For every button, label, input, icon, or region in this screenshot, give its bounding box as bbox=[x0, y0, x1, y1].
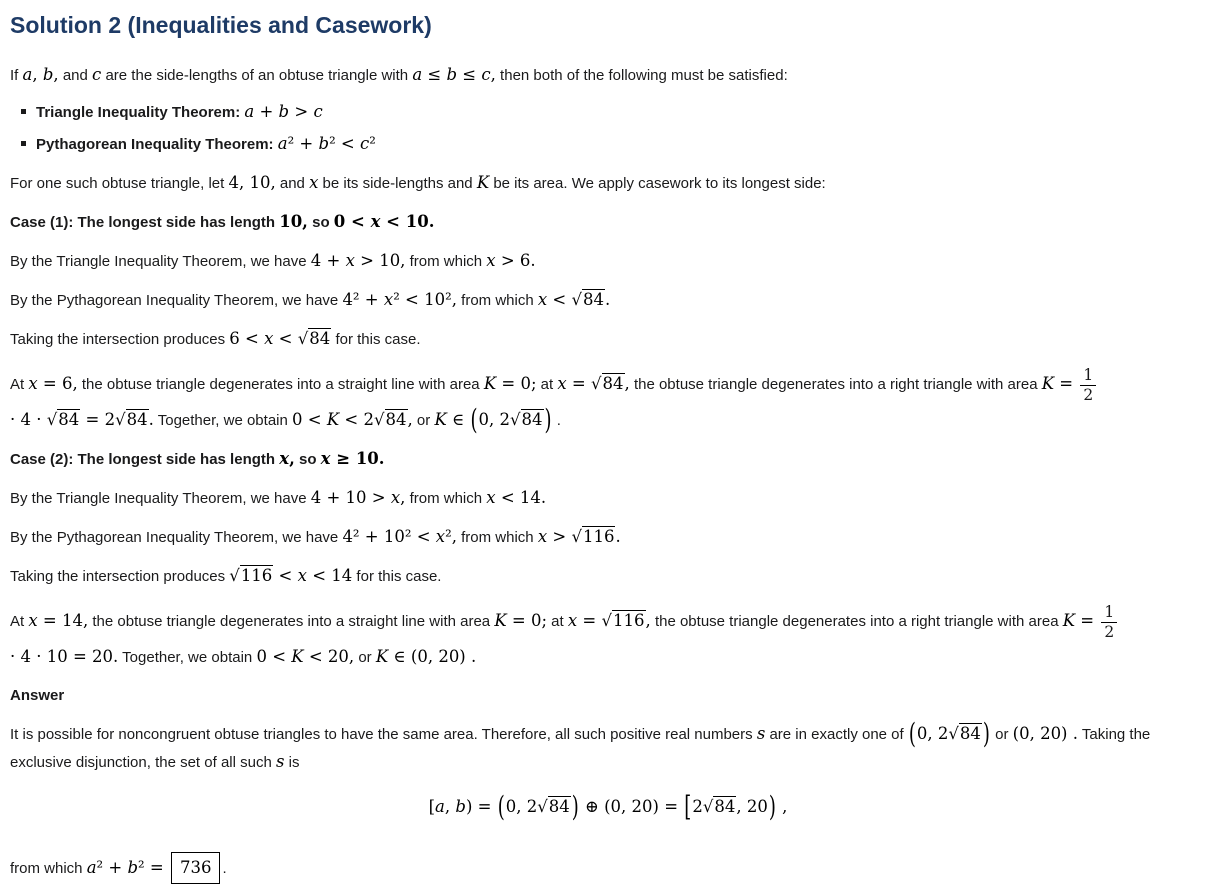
text-run: At bbox=[10, 376, 29, 394]
math-run: x < 14. bbox=[486, 488, 547, 508]
text-run: are in exactly one of bbox=[765, 726, 908, 744]
text-run: be its area. We apply casework to its longest side: bbox=[489, 175, 826, 192]
text-run: then both of the following must be satisfied: bbox=[495, 67, 788, 84]
radicand: 84 bbox=[309, 329, 331, 348]
case-2-triangle-inequality bbox=[10, 484, 1206, 512]
bold-text-run: Answer bbox=[10, 687, 65, 705]
radicand: 116 bbox=[582, 527, 615, 547]
text-run: the obtuse triangle degenerates into a right triangle with area bbox=[650, 613, 1063, 631]
answer-heading bbox=[10, 682, 1206, 709]
bold-text-run: Triangle Inequality Theorem: bbox=[36, 104, 245, 121]
radicand: 84 bbox=[959, 724, 981, 744]
text-run: By the Triangle Inequality Theorem, we have bbox=[10, 490, 311, 508]
theorem-list bbox=[10, 100, 1206, 157]
math-run: x = √116, bbox=[567, 611, 651, 631]
math-run: a ≤ b ≤ c, bbox=[412, 65, 496, 84]
sqrt-radical: √84 bbox=[46, 410, 80, 430]
math-run: 2√84, 20 bbox=[692, 797, 768, 817]
text-run: from which bbox=[10, 860, 87, 878]
intro-paragraph bbox=[10, 61, 1206, 89]
answer-paragraph bbox=[10, 720, 1206, 776]
text-run: Taking the intersection produces bbox=[10, 331, 230, 348]
fraction-denominator: 2 bbox=[1080, 385, 1096, 405]
text-run: from which bbox=[456, 529, 538, 547]
solution-body bbox=[10, 61, 1206, 884]
bold-text-run: Pythagorean Inequality Theorem: bbox=[36, 136, 278, 153]
text-run: are the side-lengths of an obtuse triangle with bbox=[101, 67, 413, 84]
math-run: 0 < K < 20, bbox=[256, 647, 355, 667]
bold-math-run: x, bbox=[279, 449, 295, 469]
text-run: Together, we obtain bbox=[153, 412, 293, 430]
math-run: a² + b² = bbox=[86, 858, 169, 878]
math-run: x bbox=[309, 173, 319, 192]
fraction-numerator: 1 bbox=[1104, 603, 1115, 622]
text-run: By the Pythagorean Inequality Theorem, we have bbox=[10, 529, 343, 547]
sqrt-radical: √84 bbox=[591, 374, 624, 394]
math-run: x = √84, bbox=[557, 374, 630, 394]
math-run: 4 + 10 > x, bbox=[310, 488, 406, 508]
sqrt-radical: √84 bbox=[374, 410, 407, 430]
math-run: a, b, bbox=[22, 65, 59, 84]
radicand: 84 bbox=[385, 410, 407, 430]
math-run: s bbox=[756, 724, 766, 744]
math-run: c bbox=[92, 65, 102, 84]
text-run: By the Pythagorean Inequality Theorem, we have bbox=[10, 292, 343, 309]
math-run: 0 < K < 2√84, bbox=[292, 410, 413, 430]
bullet-item bbox=[36, 100, 1206, 125]
math-run: √116 < x < 14 bbox=[229, 566, 353, 586]
bold-math-run: 0 < x < 10. bbox=[333, 212, 435, 231]
text-run: or bbox=[354, 649, 376, 667]
page-title-text: Solution 2 (Inequalities and Casework) bbox=[10, 12, 432, 38]
bold-text-run: Case (2): The longest side has length bbox=[10, 451, 280, 469]
bold-math-run: x ≥ 10. bbox=[320, 449, 385, 469]
text-run: Together, we obtain bbox=[118, 649, 257, 667]
case-1-intersection bbox=[10, 325, 1206, 353]
math-run: x < √84. bbox=[537, 290, 611, 309]
sqrt-radical: √84 bbox=[702, 797, 736, 817]
math-run: 4² + 10² < x², bbox=[342, 527, 457, 547]
math-run: a² + b² < c² bbox=[277, 134, 376, 153]
text-run: or bbox=[990, 726, 1013, 744]
math-run: 4 + x > 10, bbox=[310, 251, 406, 270]
math-run: 0, 2√84 bbox=[478, 410, 543, 430]
math-run: 0, 2√84 bbox=[916, 724, 981, 744]
case-2-heading bbox=[10, 445, 1206, 473]
text-run: or bbox=[412, 412, 435, 430]
text-run: the obtuse triangle degenerates into a right triangle with area bbox=[629, 376, 1042, 394]
text-run: . bbox=[552, 412, 561, 430]
text-run: be its side-lengths and bbox=[318, 175, 477, 192]
radicand: 84 bbox=[548, 797, 570, 817]
big-paren: ( bbox=[497, 791, 505, 824]
bold-text-run: so bbox=[307, 214, 334, 231]
case-1-pythagorean-inequality bbox=[10, 286, 1206, 314]
math-run: s bbox=[275, 752, 285, 772]
big-paren: ( bbox=[908, 718, 916, 752]
math-run: 4² + x² < 10², bbox=[342, 290, 457, 309]
radicand: 84 bbox=[714, 797, 736, 817]
sqrt-radical: √84 bbox=[948, 724, 981, 744]
math-run: a + b > c bbox=[244, 102, 323, 121]
fraction-numerator: 1 bbox=[1083, 366, 1094, 384]
radicand: 84 bbox=[58, 410, 80, 430]
text-run: and bbox=[275, 175, 310, 192]
case-1-area-range bbox=[10, 364, 1206, 437]
text-run: from which bbox=[405, 253, 487, 270]
math-run: x > 6. bbox=[486, 251, 536, 270]
final-answer-line bbox=[10, 852, 1206, 884]
bold-text-run: so bbox=[294, 451, 321, 469]
bullet-item bbox=[36, 132, 1206, 157]
bold-math-run: 10, bbox=[279, 212, 308, 231]
case-1-triangle-inequality bbox=[10, 247, 1206, 275]
radicand: 116 bbox=[240, 566, 273, 586]
radicand: 84 bbox=[126, 410, 148, 430]
case-2-pythagorean-inequality bbox=[10, 523, 1206, 551]
text-run: for this case. bbox=[352, 568, 442, 586]
math-run: K = bbox=[1062, 611, 1100, 631]
case-1-heading bbox=[10, 208, 1206, 236]
sqrt-radical: √116 bbox=[571, 527, 615, 547]
big-paren: ) bbox=[768, 791, 776, 824]
radicand: 84 bbox=[583, 290, 604, 309]
radicand: 116 bbox=[613, 611, 645, 631]
math-run: 0, 2√84 bbox=[505, 797, 570, 817]
text-run: for this case. bbox=[331, 331, 421, 348]
text-run: . bbox=[222, 860, 227, 878]
text-run: Taking the intersection produces bbox=[10, 568, 230, 586]
text-run: By the Triangle Inequality Theorem, we have bbox=[10, 253, 311, 270]
math-run: K = bbox=[1041, 374, 1079, 394]
case-2-intersection bbox=[10, 562, 1206, 590]
fraction bbox=[1101, 603, 1117, 641]
sqrt-radical: √84 bbox=[571, 290, 604, 309]
text-run: from which bbox=[456, 292, 538, 309]
radicand: 84 bbox=[602, 374, 624, 394]
math-run: 4, 10, bbox=[228, 173, 276, 192]
math-run: , bbox=[776, 797, 788, 817]
math-run: x = 6, bbox=[28, 374, 78, 394]
big-paren: ) bbox=[982, 718, 990, 752]
boxed-answer: 736 bbox=[171, 852, 221, 884]
sqrt-radical: √116 bbox=[229, 566, 273, 586]
text-run: Taking the exclusive disjunction, the set of all such bbox=[10, 726, 1151, 772]
sqrt-radical: √84 bbox=[537, 797, 570, 817]
fraction bbox=[1080, 366, 1096, 404]
text-run: For one such obtuse triangle, let bbox=[10, 175, 229, 192]
text-run: At bbox=[10, 613, 29, 631]
big-paren: [ bbox=[684, 791, 692, 824]
text-run: at bbox=[547, 613, 568, 631]
display-equation bbox=[10, 787, 1206, 828]
math-run: ⊕ (0, 20) = bbox=[579, 797, 684, 817]
math-run: (0, 20) . bbox=[1012, 724, 1078, 744]
radicand: 84 bbox=[521, 410, 543, 430]
math-run: K = 0; bbox=[494, 611, 548, 631]
text-run: is bbox=[284, 754, 300, 772]
big-paren: ) bbox=[571, 791, 579, 824]
math-run: K = 0; bbox=[483, 374, 537, 394]
math-run: · 4 · √84 = 2√84. bbox=[10, 410, 154, 430]
text-run: from which bbox=[405, 490, 487, 508]
sqrt-radical: √84 bbox=[510, 410, 543, 430]
math-run: K ∈ (0, 20) . bbox=[375, 647, 477, 667]
page-title bbox=[10, 12, 1206, 39]
case-2-area-range bbox=[10, 601, 1206, 671]
text-run: the obtuse triangle degenerates into a straight line with area bbox=[77, 376, 484, 394]
text-run: If bbox=[10, 67, 23, 84]
bold-text-run: Case (1): The longest side has length bbox=[10, 214, 280, 231]
math-run: [a, b) = bbox=[428, 797, 497, 817]
math-run: x > √116. bbox=[537, 527, 621, 547]
text-run: the obtuse triangle degenerates into a straight line with area bbox=[88, 613, 495, 631]
math-run: 6 < x < √84 bbox=[229, 329, 331, 348]
math-run: K bbox=[476, 173, 490, 192]
setup-paragraph bbox=[10, 169, 1206, 197]
math-run: K ∈ bbox=[434, 410, 470, 430]
big-paren: ) bbox=[544, 404, 552, 437]
text-run: It is possible for noncongruent obtuse triangles to have the same area. Therefore, all such positive real numbers bbox=[10, 726, 757, 744]
math-run: · 4 · 10 = 20. bbox=[10, 647, 119, 667]
sqrt-radical: √116 bbox=[601, 611, 645, 631]
big-paren: ( bbox=[470, 404, 478, 437]
text-run: at bbox=[536, 376, 558, 394]
text-run: and bbox=[58, 67, 93, 84]
fraction-denominator: 2 bbox=[1101, 622, 1117, 642]
math-run: x = 14, bbox=[28, 611, 89, 631]
sqrt-radical: √84 bbox=[297, 329, 331, 348]
sqrt-radical: √84 bbox=[115, 410, 148, 430]
